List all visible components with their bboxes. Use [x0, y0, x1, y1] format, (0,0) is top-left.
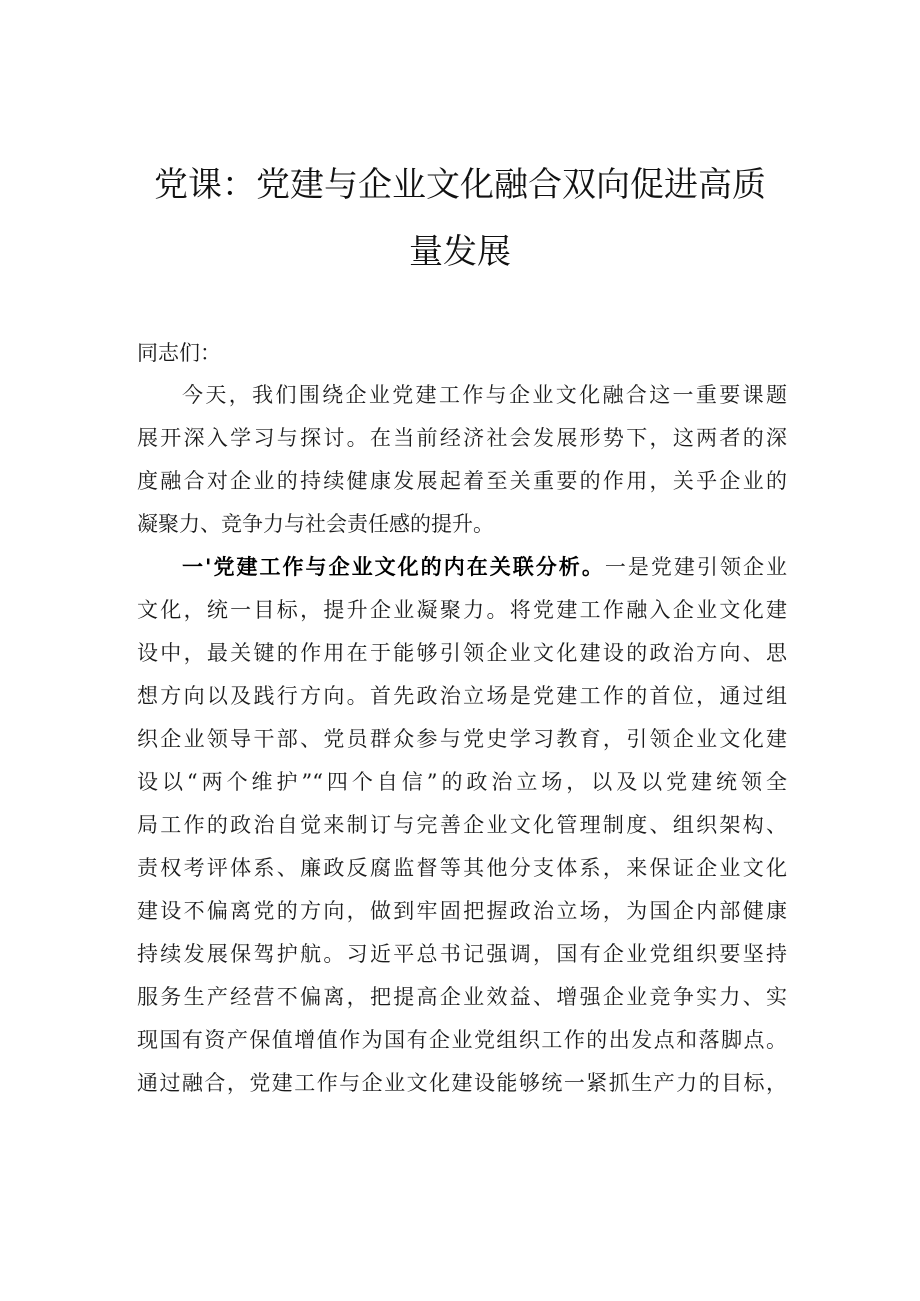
section-1-heading: 一'党建工作与企业文化的内在关联分析。 — [182, 554, 605, 579]
section-1-line: 责权考评体系、廉政反腐监督等其他分支体系，来保证企业文化 — [137, 856, 787, 880]
section-1-line: 局工作的政治自觉来制订与完善企业文化管理制度、组织架构、 — [137, 813, 787, 837]
paragraph-1-line-3: 度融合对企业的持续健康发展起着至关重要的作用，关乎企业的 — [137, 469, 787, 493]
section-1-line: 织企业领导干部、党员群众参与党史学习教育，引领企业文化建 — [137, 727, 787, 751]
section-1-line: 建设不偏离党的方向，做到牢固把握政治立场，为国企内部健康 — [137, 899, 787, 923]
paragraph-1-line-1: 今天，我们围绕企业党建工作与企业文化融合这一重要课题 — [182, 383, 787, 407]
section-1-line: 通过融合，党建工作与企业文化建设能够统一紧抓生产力的目标， — [137, 1071, 787, 1095]
section-1-line: 服务生产经营不偏离，把提高企业效益、增强企业竞争实力、实 — [137, 985, 787, 1009]
paragraph-1-line-4: 凝聚力、竞争力与社会责任感的提升。 — [137, 512, 494, 536]
section-1-first-line — [182, 552, 787, 582]
section-1-line: 想方向以及践行方向。首先政治立场是党建工作的首位，通过组 — [137, 684, 787, 708]
section-1-line: 设中，最关键的作用在于能够引领企业文化建设的政治方向、思 — [137, 641, 787, 665]
paragraph-1-line-2: 展开深入学习与探讨。在当前经济社会发展形势下，这两者的深 — [137, 426, 787, 450]
section-1-line: 设以“两个维护”“四个自信”的政治立场，以及以党建统领全 — [137, 770, 787, 794]
document-title-line-1: 党课：党建与企业文化融合双向促进高质 — [154, 165, 766, 205]
section-1-first-line-text: 一是党建引领企业 — [604, 555, 787, 579]
section-1-line: 现国有资产保值增值作为国有企业党组织工作的出发点和落脚点。 — [137, 1028, 787, 1052]
section-1-line: 持续发展保驾护航。习近平总书记强调，国有企业党组织要坚持 — [137, 942, 787, 966]
salutation: 同志们： — [137, 341, 221, 365]
document-title-line-2: 量发展 — [409, 232, 511, 272]
section-1-line: 文化，统一目标，提升企业凝聚力。将党建工作融入企业文化建 — [137, 598, 787, 622]
